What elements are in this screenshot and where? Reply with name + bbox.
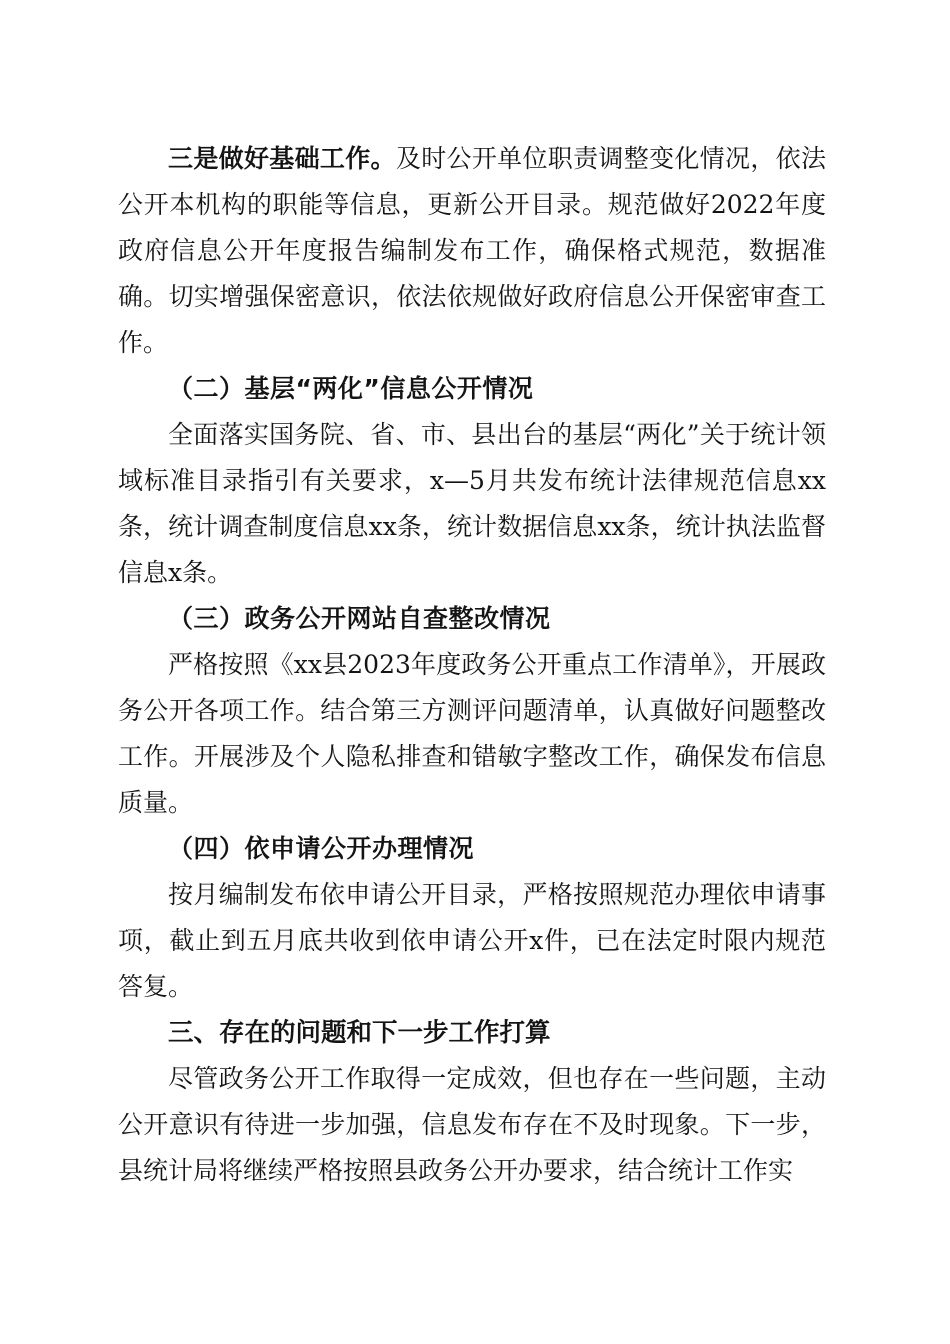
- paragraph-website-self-check: 严格按照《xx县2023年度政务公开重点工作清单》，开展政务公开各项工作。结合第三方测评问题清单，认真做好问题整改工作。开展涉及个人隐私排查和错敏字整改工作，确保发布信息质量。: [118, 650, 826, 817]
- subheading-website-self-check: （三）政务公开网站自查整改情况: [168, 604, 551, 633]
- section-heading-problems-plans: 三、存在的问题和下一步工作打算: [168, 1018, 551, 1048]
- paragraph-text: 及时公开单位职责调整变化情况，依法公开本机构的职能等信息，更新公开目录。规范做好2022年度政府信息公开年度报告编制发布工作，确保格式规范，数据准确。切实增强保密意识，依法依规做好政府信息公开保密审查工作。: [118, 144, 826, 357]
- paragraph-basic-work: [118, 136, 826, 366]
- subheading-grassroots-disclosure: （二）基层“两化”信息公开情况: [168, 374, 534, 403]
- paragraph-application-disclosure: 按月编制发布依申请公开目录，严格按照规范办理依申请事项，截止到五月底共收到依申请公开x件，已在法定时限内规范答复。: [118, 880, 826, 1001]
- paragraph-grassroots-disclosure: 全面落实国务院、省、市、县出台的基层“两化”关于统计领域标准目录指引有关要求，x—5月共发布统计法律规范信息xx条，统计调查制度信息xx条，统计数据信息xx条，统计执法监督信息x条。: [118, 420, 826, 587]
- document-body: [118, 136, 826, 1194]
- subheading-application-disclosure: （四）依申请公开办理情况: [168, 834, 475, 863]
- paragraph-problems-plans: 尽管政务公开工作取得一定成效，但也存在一些问题，主动公开意识有待进一步加强，信息发布存在不及时现象。下一步，县统计局将继续严格按照县政务公开办要求，结合统计工作实: [118, 1064, 826, 1185]
- paragraph-lead: 三是做好基础工作。: [168, 144, 396, 173]
